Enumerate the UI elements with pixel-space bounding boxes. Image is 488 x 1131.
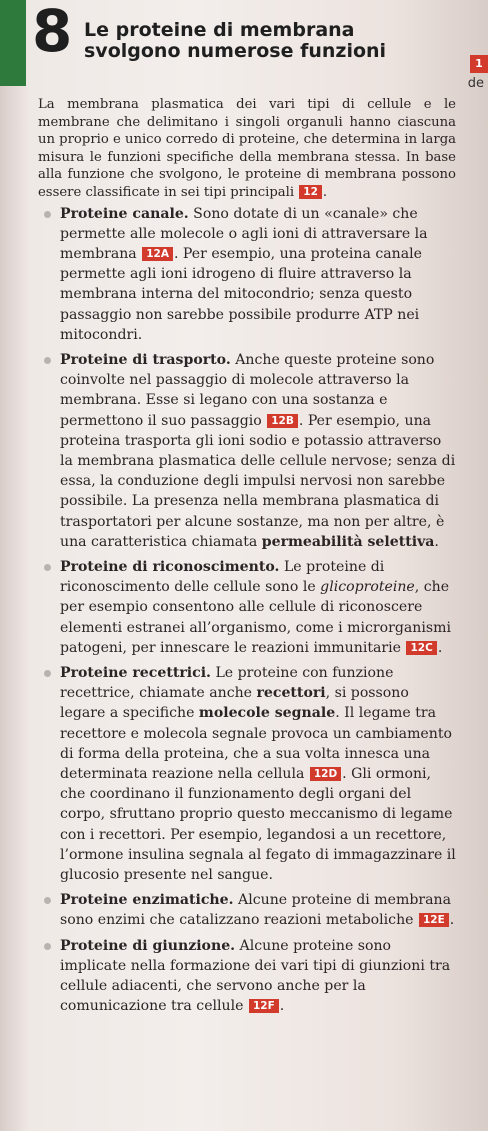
bullet-icon: [44, 897, 51, 904]
item-title: Proteine enzimatiche.: [60, 892, 234, 909]
italic-term: glicoproteine: [320, 579, 415, 596]
bullet-icon: [44, 564, 51, 571]
page-title: Le proteine di membrana svolgono numerose funzioni: [84, 19, 387, 62]
protein-types-list: [38, 204, 456, 1017]
chapter-number: 8: [32, 0, 73, 65]
item-text: .: [437, 639, 443, 656]
item-text: Anche queste proteine sono coinvolte nel passaggio di molecole attraverso la membrana. Esse si legano con una sostanza e permettono il suo passaggio: [60, 351, 435, 429]
item-text: . Gli ormoni, che coordinano il funzionamento degli organi del corpo, sfruttano proprio questo meccanismo di legame con i recettori. Per esempio, legandosi a un recettore, l’ormone insulina segnala al fegato di immagazzinare il glucosio presente nel sangue.: [60, 766, 456, 884]
list-item-recognition: [38, 557, 456, 658]
figure-ref-badge: 12E: [419, 913, 449, 927]
figure-ref-badge: 12C: [406, 641, 436, 655]
item-text: Alcune proteine sono implicate nella formazione dei vari tipi di giunzioni tra cellule adiacenti, che servono anche per la comunicazione tra cellule: [60, 937, 451, 1015]
intro-text: La membrana plasmatica dei vari tipi di cellule e le membrane che delimitano i singoli organuli hanno ciascuna un proprio e unico corredo di proteine, che determina in larga misura le funzioni specifiche della membrana stessa. In base alla funzione che svolgono, le proteine di membrana possono essere classificate in sei tipi principali: [38, 97, 456, 200]
key-term: molecole segnale: [198, 705, 336, 722]
item-text: . Il legame tra recettore e molecola segnale provoca un cambiamento di forma della proteina, che a sua volta innesca una determinata reazione nella cellula: [60, 705, 452, 783]
item-text: Sono dotate di un «canale» che permette alle molecole o agli ioni di attraversare la membrana: [60, 205, 428, 262]
item-text: , si possono legare a specifiche: [60, 685, 409, 722]
item-text: .: [449, 912, 455, 929]
key-term: permeabilità selettiva: [261, 533, 435, 550]
item-text: .: [279, 998, 285, 1015]
item-title: Proteine di riconoscimento.: [60, 559, 280, 576]
item-title: Proteine recettrici.: [60, 665, 211, 682]
figure-ref-badge: 12B: [267, 414, 298, 428]
item-text: Alcune proteine di membrana sono enzimi che catalizzano reazioni metaboliche: [60, 892, 451, 929]
chapter-color-strip: [0, 0, 26, 86]
bullet-icon: [44, 211, 51, 218]
item-text: Le proteine con funzione recettrice, chiamate anche: [60, 665, 394, 702]
figure-ref-badge: 12: [299, 185, 322, 199]
edge-text: de: [467, 76, 484, 91]
item-title: Proteine di trasporto.: [60, 351, 231, 368]
bullet-icon: [44, 943, 51, 950]
content: [38, 96, 456, 1016]
list-item-transport: [38, 350, 456, 552]
list-item-receptor: [38, 663, 456, 885]
intro-paragraph: [38, 96, 456, 202]
list-item-channel: [38, 204, 456, 345]
figure-ref-badge: 12A: [142, 247, 173, 261]
item-title: Proteine canale.: [60, 205, 189, 222]
bullet-icon: [44, 357, 51, 364]
bullet-icon: [44, 670, 51, 677]
figure-ref-badge: 12F: [249, 999, 279, 1013]
edge-badge: 1: [470, 55, 488, 73]
item-title: Proteine di giunzione.: [60, 937, 236, 954]
list-item-junction: [38, 936, 456, 1017]
figure-ref-badge: 12D: [310, 767, 341, 781]
item-text: .: [434, 533, 439, 550]
item-text: . Per esempio, una proteina trasporta gli ioni sodio e potassio attraverso la membrana plasmatica delle cellule nervose; senza di essa, la conduzione degli impulsi nervosi non sarebbe possibile. La presenza nella membrana plasmatica di trasportatori per alcune sostanze, ma non per altre, è una caratteristica chiamata: [60, 412, 456, 550]
key-term: recettori: [256, 685, 326, 702]
list-item-enzymatic: [38, 890, 456, 930]
item-text: , che per esempio consentono alle cellule di riconoscere elementi estranei all’organismo, come i microrganismi patogeni, per innescare le reazioni immunitarie: [60, 579, 451, 656]
item-text: Le proteine di riconoscimento delle cellule sono le: [60, 559, 385, 596]
intro-end: .: [322, 184, 328, 200]
item-text: . Per esempio, una proteina canale permette agli ioni idrogeno di fluire attraverso la membrana interna del mitocondrio; senza questo passaggio non sarebbe possibile produrre ATP nei mitocondri.: [60, 245, 422, 343]
